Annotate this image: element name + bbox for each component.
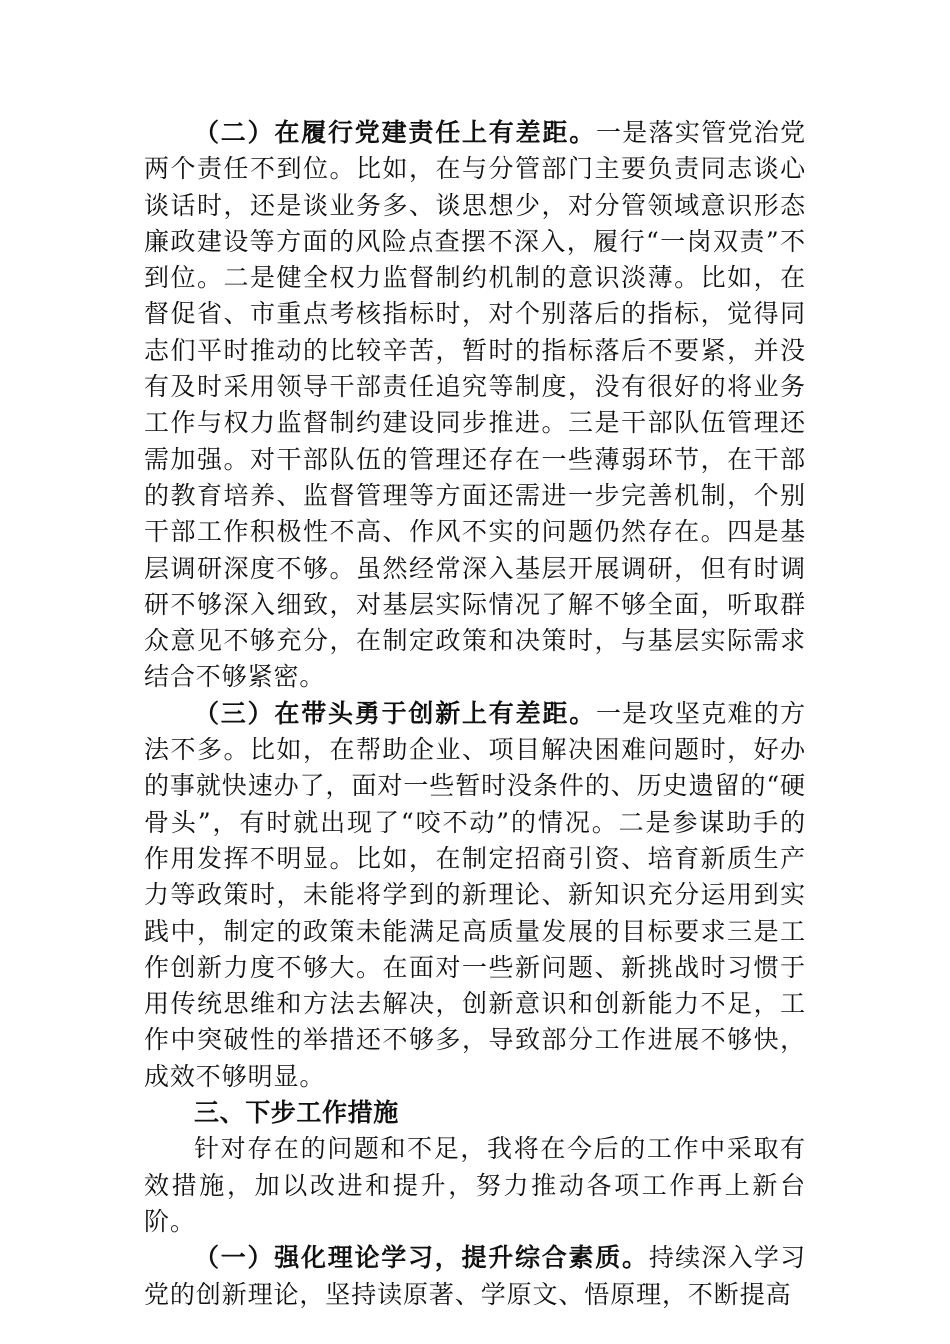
document-page <box>144 115 806 1313</box>
paragraph-body-text: 持续深入学习党的创新理论，坚持读原著、学原文、悟原理，不断提高 <box>144 1243 806 1309</box>
paragraph-body-text: 一是攻坚克难的方法不多。比如，在帮助企业、项目解决困难问题时，好办的事就快速办了，面对一些暂时没条件的、历史遗留的“硬骨头”，有时就出现了“咬不动”的情况。二是参谋助手的作用发挥不明显。比如，在制定招商引资、培育新质生产力等政策时，未能将学到的新理论、新知识充分运用到实践中，制定的政策未能满足高质量发展的目标要求三是工作创新力度不够大。在面对一些新问题、新挑战时习惯于用传统思维和方法去解决，创新意识和创新能力不足，工作中突破性的举措还不够多，导致部分工作进展不够快，成效不够明显。 <box>144 698 806 1091</box>
paragraph-innovation <box>144 696 806 1095</box>
paragraph-body-text: 一是落实管党治党两个责任不到位。比如，在与分管部门主要负责同志谈心谈话时，还是谈业务多、谈思想少，对分管领域意识形态廉政建设等方面的风险点查摆不深入，履行“一岗双责”不到位。二是健全权力监督制约机制的意识淡薄。比如，在督促省、市重点考核指标时，对个别落后的指标，觉得同志们平时推动的比较辛苦，暂时的指标落后不要紧，并没有及时采用领导干部责任追究等制度，没有很好的将业务工作与权力监督制约建设同步推进。三是干部队伍管理还需加强。对干部队伍的管理还存在一些薄弱环节，在干部的教育培养、监督管理等方面还需进一步完善机制，个别干部工作积极性不高、作风不实的问题仍然存在。四是基层调研深度不够。虽然经常深入基层开展调研，但有时调研不够深入细致，对基层实际情况了解不够全面，听取群众意见不够充分，在制定政策和决策时，与基层实际需求结合不够紧密。 <box>144 118 806 692</box>
paragraph-lead-heading: （三）在带头勇于创新上有差距。 <box>194 698 596 728</box>
paragraph-theory-study <box>144 1240 806 1313</box>
paragraph-party-building-responsibility <box>144 115 806 696</box>
section-intro-paragraph: 针对存在的问题和不足，我将在今后的工作中采取有效措施，加以改进和提升，努力推动各项工作再上新台阶。 <box>144 1134 806 1236</box>
paragraph-lead-heading: （一）强化理论学习，提升综合素质。 <box>194 1243 649 1273</box>
section-heading: 三、下步工作措施 <box>194 1098 399 1128</box>
paragraph-lead-heading: （二）在履行党建责任上有差距。 <box>194 118 596 147</box>
